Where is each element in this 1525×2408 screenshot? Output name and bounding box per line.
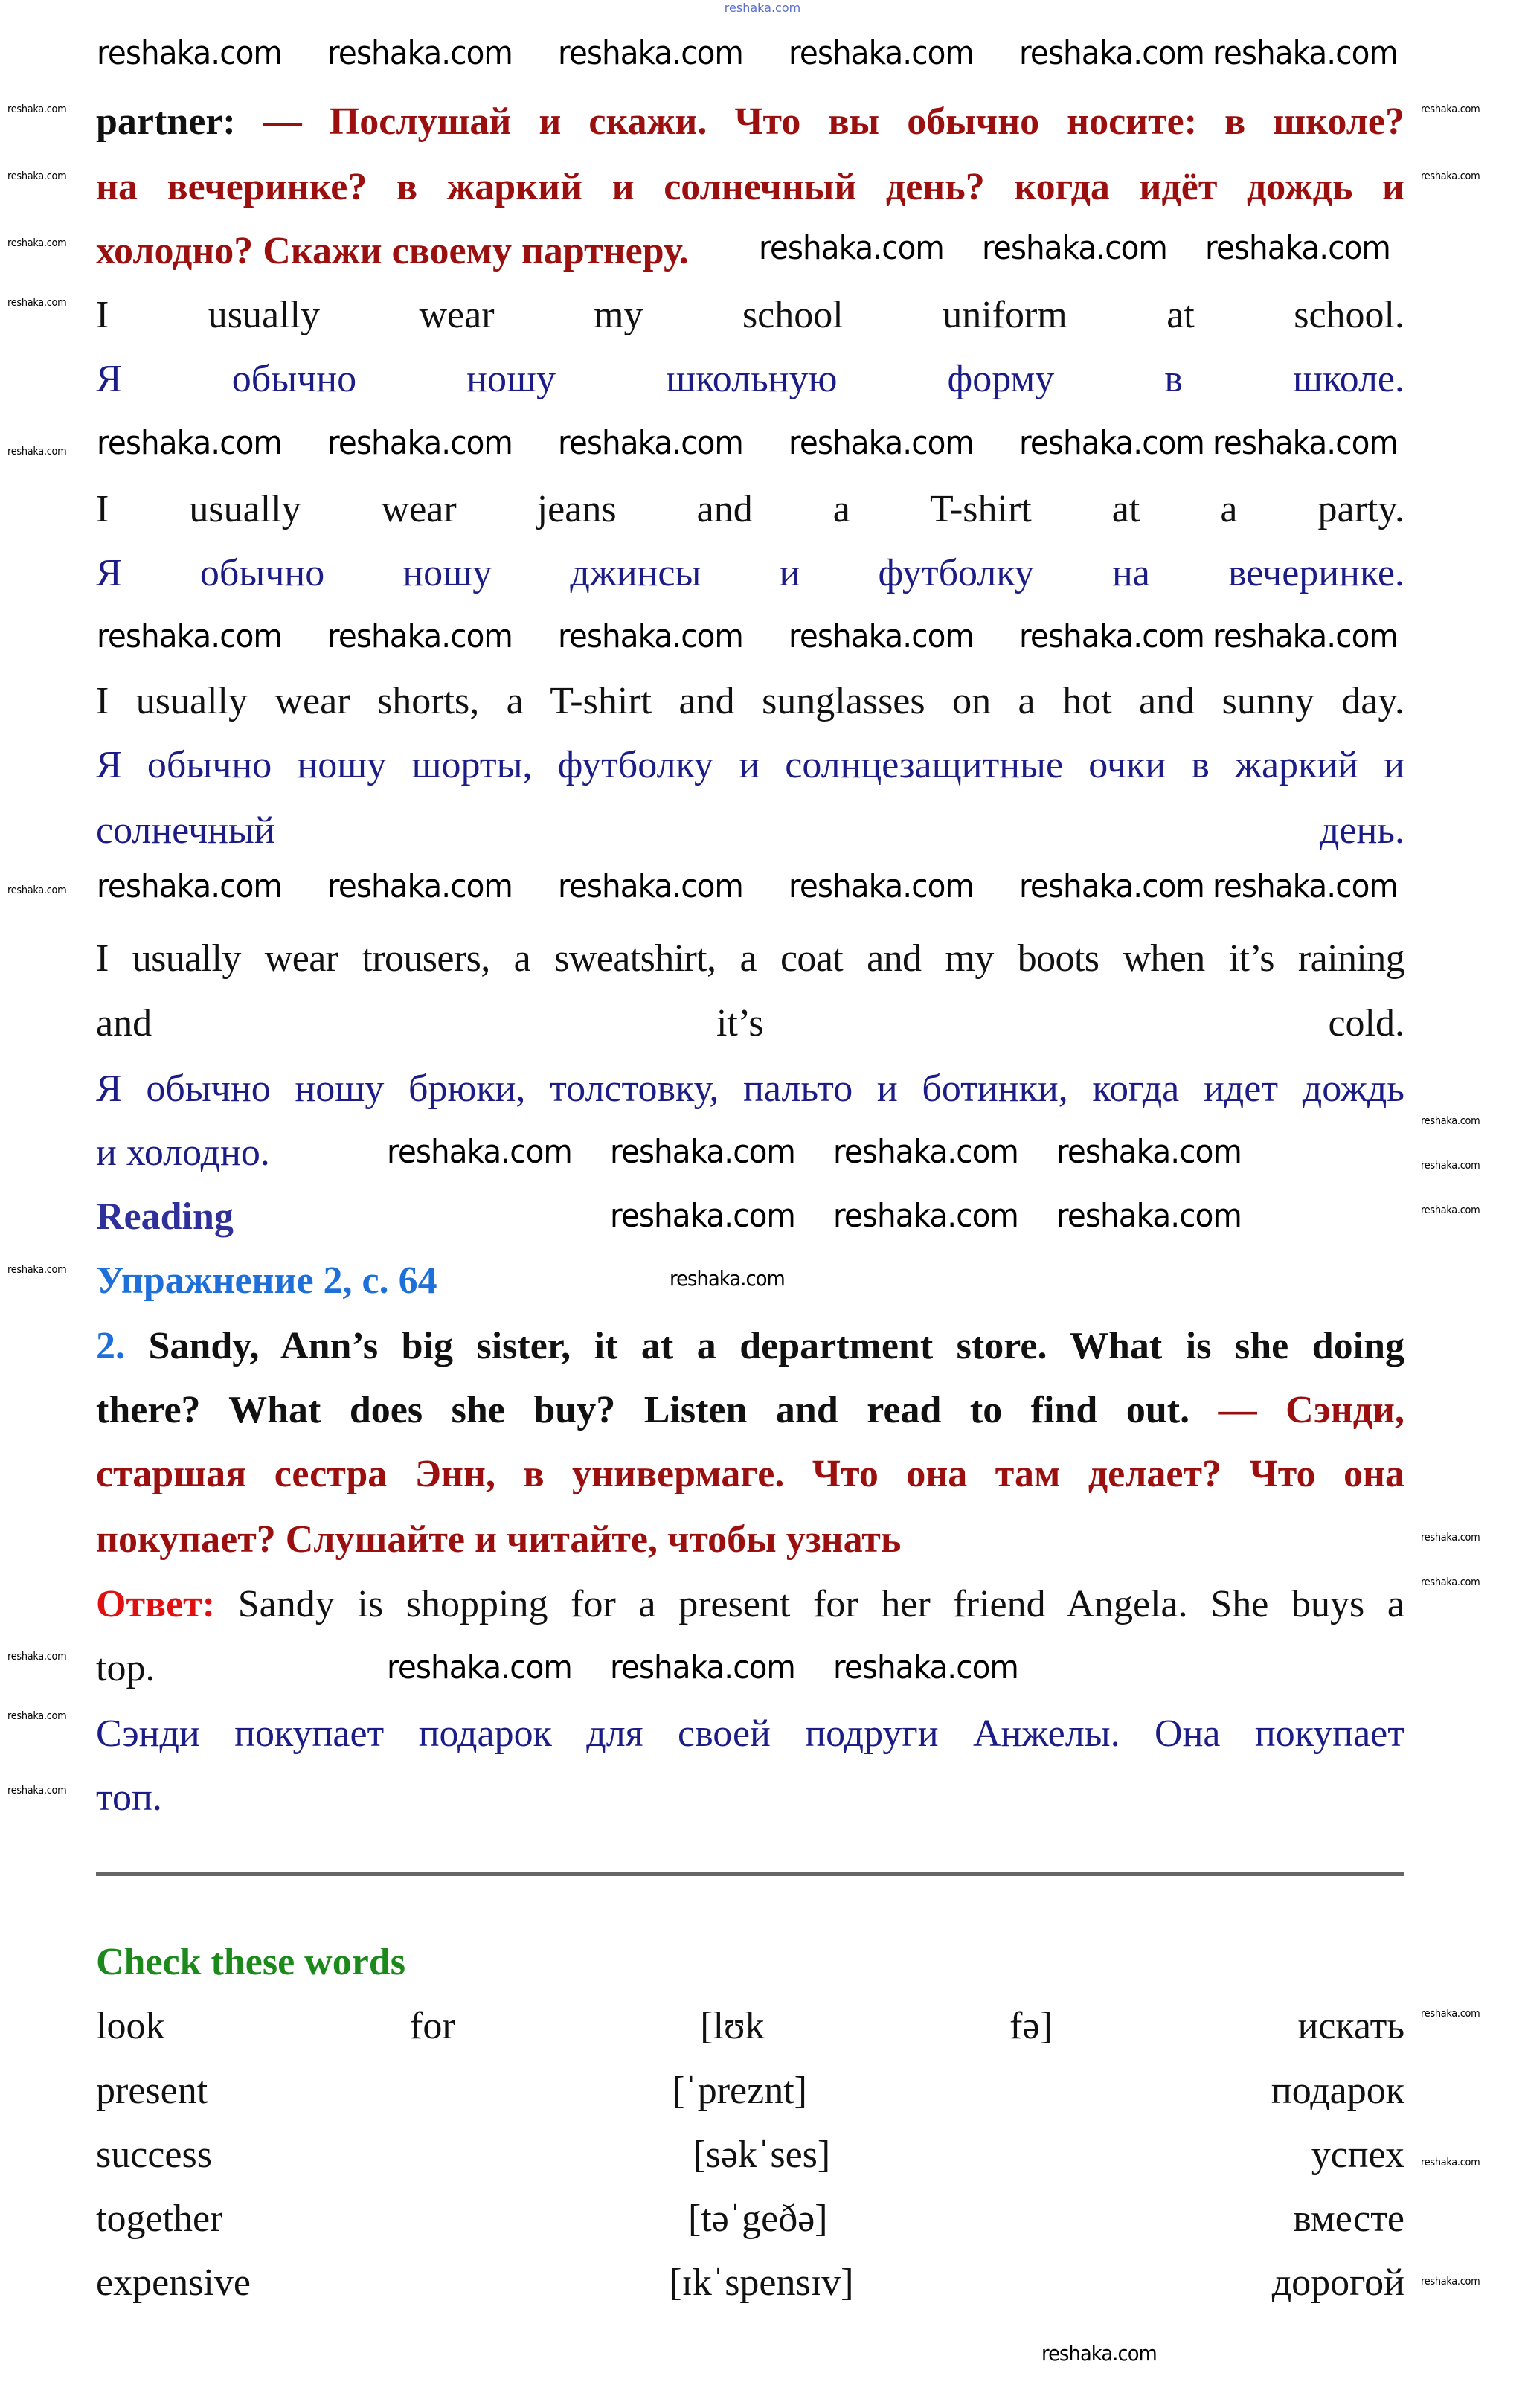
watermark: reshaka.com [1056, 1197, 1242, 1235]
watermark: reshaka.com [558, 424, 743, 462]
vocab-transcription: [ˈpreznt] [672, 2070, 807, 2112]
answer-line [96, 1582, 1404, 1628]
watermark: reshaka.com [1056, 1133, 1242, 1171]
watermark: reshaka.com [1041, 2341, 1157, 2366]
vocab-transcription: [lʊk fə] [700, 2005, 1053, 2047]
task-line [96, 99, 1404, 145]
watermark: reshaka.com [97, 424, 282, 462]
watermark: reshaka.com [558, 34, 743, 72]
watermark: reshaka.com [1019, 867, 1204, 905]
task-line: старшая сестра Энн, в универмаге. Что она там делает? Что она [96, 1453, 1404, 1495]
watermark: reshaka.com [327, 34, 513, 72]
watermark: reshaka.com [1213, 424, 1398, 462]
task-line: покупает? Слушайте и читайте, чтобы узнать [96, 1518, 902, 1561]
watermark: reshaka.com [387, 1133, 572, 1171]
answer-line-ru: солнечный день. [96, 809, 1404, 852]
task-line [96, 1387, 1404, 1433]
watermark: reshaka.com [1421, 103, 1480, 115]
watermark: reshaka.com [789, 424, 974, 462]
watermark: reshaka.com [7, 1785, 67, 1797]
vocab-transcription: [ɪkˈspensɪv] [669, 2261, 854, 2304]
watermark: reshaka.com [1421, 2008, 1480, 2020]
watermark: reshaka.com [789, 34, 974, 72]
watermark: reshaka.com [759, 229, 944, 267]
answer-line-en: I usually wear shorts, a T-shirt and sunglasses on a hot and sunny day. [96, 680, 1404, 722]
watermark: reshaka.com [7, 103, 67, 115]
answer-line-ru: Я обычно ношу брюки, толстовку, пальто и ботинки, когда идет дождь [96, 1067, 1404, 1110]
watermark: reshaka.com [833, 1648, 1018, 1686]
task-line [96, 1323, 1404, 1370]
vocab-translation: вместе [1293, 2197, 1405, 2240]
watermark: reshaka.com [1213, 617, 1398, 655]
vocab-row [96, 2260, 1404, 2306]
watermark: reshaka.com [1019, 617, 1204, 655]
watermark: reshaka.com [1421, 2276, 1480, 2287]
watermark: reshaka.com [387, 1648, 572, 1686]
watermark: reshaka.com [7, 237, 67, 249]
watermark: reshaka.com [97, 867, 282, 905]
task-number: 2. [96, 1325, 125, 1367]
watermark: reshaka.com [7, 1264, 67, 1276]
header-watermark: reshaka.com [724, 1, 801, 15]
vocab-translation: дорогой [1271, 2261, 1405, 2304]
watermark: reshaka.com [1421, 1532, 1480, 1544]
vocab-word: present [96, 2070, 208, 2112]
watermark: reshaka.com [789, 867, 974, 905]
watermark: reshaka.com [558, 617, 743, 655]
task-text: Sandy, Ann’s big sister, it at a department store. What is she doing [125, 1325, 1404, 1367]
vocab-row [96, 2196, 1404, 2242]
vocab-translation: успех [1311, 2134, 1404, 2176]
answer-line: top. [96, 1647, 155, 1689]
check-words-title: Check these words [96, 1941, 405, 1983]
watermark: reshaka.com [7, 446, 67, 457]
answer-line-en: and it’s cold. [96, 1002, 1404, 1044]
watermark: reshaka.com [1205, 229, 1390, 267]
watermark: reshaka.com [1019, 424, 1204, 462]
answer-line-en: I usually wear trousers, a sweatshirt, a coat and my boots when it’s raining [96, 937, 1404, 980]
answer-line-ru: Сэнди покупает подарок для своей подруги Анжелы. Она покупает [96, 1712, 1404, 1755]
watermark: reshaka.com [610, 1197, 795, 1235]
vocab-word: expensive [96, 2261, 251, 2304]
vocab-translation: искать [1297, 2005, 1405, 2047]
task-line: на вечеринке? в жаркий и солнечный день? когда идёт дождь и [96, 166, 1404, 208]
answer-line-ru: Я обычно ношу школьную форму в школе. [96, 358, 1404, 400]
vocab-row [96, 2003, 1404, 2049]
answer-line-ru: топ. [96, 1776, 162, 1819]
answer-line-ru: и холодно. [96, 1131, 270, 1174]
watermark: reshaka.com [7, 297, 67, 309]
watermark: reshaka.com [1421, 1576, 1480, 1588]
watermark: reshaka.com [610, 1133, 795, 1171]
answer-label: Ответ: [96, 1583, 216, 1625]
section-heading-reading: Reading [96, 1195, 234, 1238]
vocab-word: look for [96, 2005, 455, 2047]
watermark: reshaka.com [833, 1197, 1018, 1235]
answer-text: Sandy is shopping for a present for her friend Angela. She buys a [215, 1583, 1404, 1625]
vocab-transcription: [təˈgeðə] [687, 2197, 828, 2240]
watermark: reshaka.com [1421, 1204, 1480, 1216]
watermark: reshaka.com [327, 867, 513, 905]
watermark: reshaka.com [670, 1266, 785, 1291]
answer-line-en: I usually wear jeans and a T-shirt at a party. [96, 488, 1404, 530]
watermark: reshaka.com [1421, 1115, 1480, 1127]
watermark: reshaka.com [97, 617, 282, 655]
vocab-translation: подарок [1271, 2070, 1404, 2112]
exercise-heading: Упражнение 2, с. 64 [96, 1259, 437, 1302]
watermark: reshaka.com [7, 1710, 67, 1722]
task-text: there? What does she buy? Listen and read to find out. [96, 1389, 1190, 1431]
answer-line-en: I usually wear my school uniform at school. [96, 294, 1404, 336]
watermark: reshaka.com [1213, 34, 1398, 72]
watermark: reshaka.com [789, 617, 974, 655]
vocab-row [96, 2068, 1404, 2114]
vocab-word: success [96, 2134, 212, 2176]
watermark: reshaka.com [7, 170, 67, 182]
watermark: reshaka.com [327, 617, 513, 655]
watermark: reshaka.com [982, 229, 1167, 267]
task-line: холодно? Скажи своему партнеру. [96, 230, 689, 272]
watermark: reshaka.com [1213, 867, 1398, 905]
divider [96, 1872, 1404, 1876]
task-word-partner: partner: [96, 100, 236, 143]
answer-line-ru: Я обычно ношу шорты, футболку и солнцезащитные очки в жаркий и [96, 744, 1404, 786]
watermark: reshaka.com [327, 424, 513, 462]
watermark: reshaka.com [7, 1651, 67, 1663]
watermark: reshaka.com [1421, 2157, 1480, 2168]
watermark: reshaka.com [833, 1133, 1018, 1171]
watermark: reshaka.com [97, 34, 282, 72]
watermark: reshaka.com [610, 1648, 795, 1686]
watermark: reshaka.com [1421, 170, 1480, 182]
answer-line-ru: Я обычно ношу джинсы и футболку на вечеринке. [96, 552, 1404, 594]
watermark: reshaka.com [7, 884, 67, 896]
vocab-word: together [96, 2197, 223, 2240]
vocab-transcription: [səkˈses] [693, 2134, 831, 2176]
vocab-row [96, 2132, 1404, 2178]
watermark: reshaka.com [1421, 1160, 1480, 1172]
watermark: reshaka.com [1019, 34, 1204, 72]
watermark: reshaka.com [558, 867, 743, 905]
task-translation: — Сэнди, [1190, 1389, 1405, 1431]
task-translation: — Послушай и скажи. Что вы обычно носите: в школе? [235, 100, 1404, 143]
